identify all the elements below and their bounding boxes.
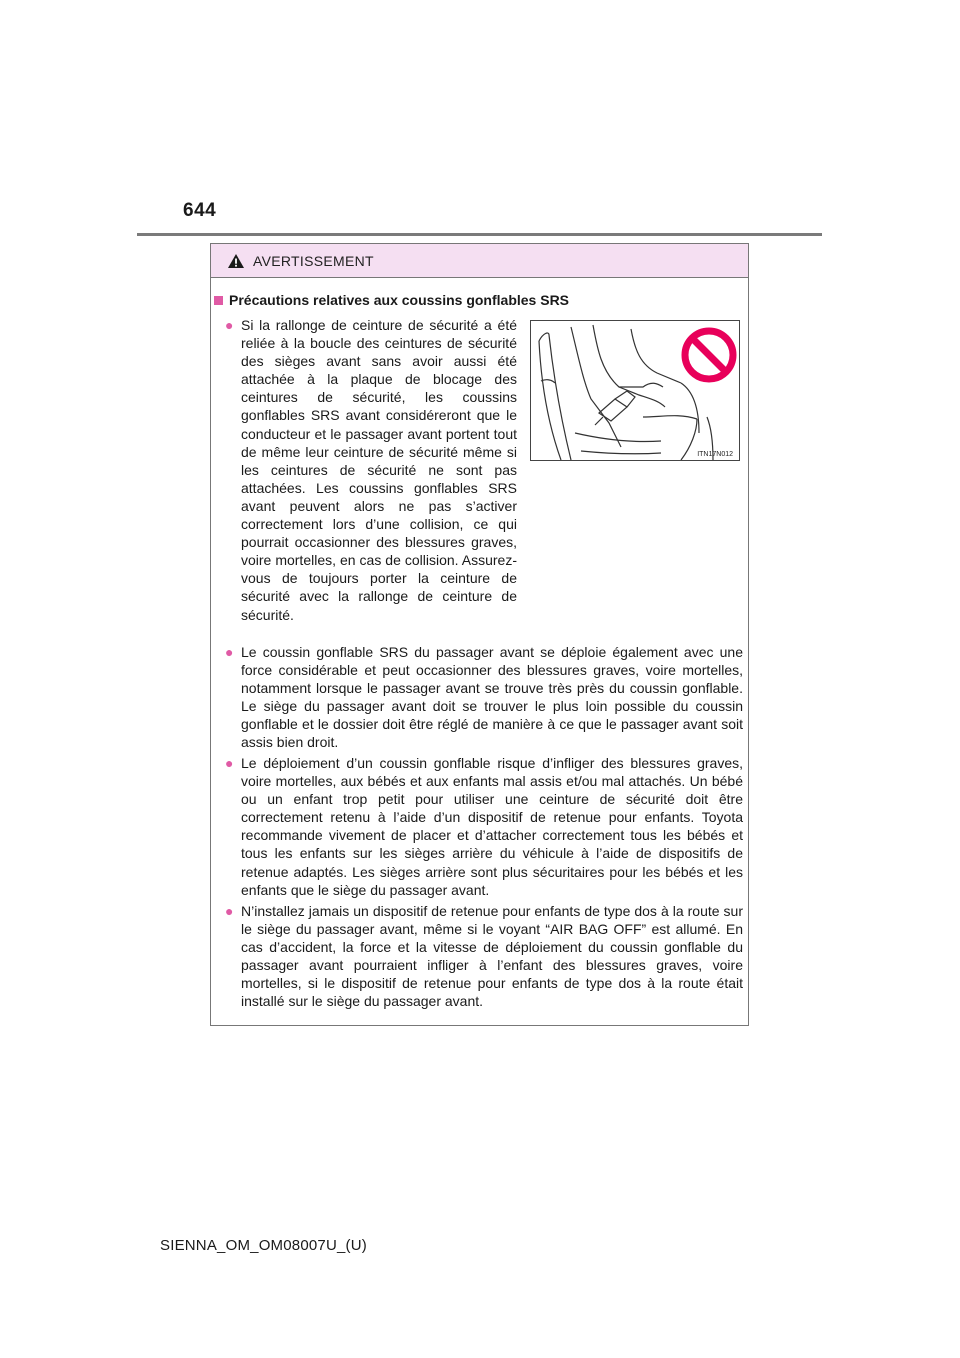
bullet-text: Le coussin gonflable SRS du passager avant se déploie également avec une force considérable et peut occasionner des blessures graves, voire mortelles, notamment lorsque le passager avant se trouve très près du coussin gonflable. Le siège du passager avant doit se trouver le plus loin possible du coussin gonflable et le dossier doit être réglé de manière à ce que le passager avant soit assis bien droit.: [241, 644, 743, 751]
page-number: 644: [183, 200, 217, 221]
warning-header: [211, 244, 748, 278]
section-heading: [213, 292, 569, 308]
bullet-dot-icon: ●: [225, 755, 234, 771]
seatbelt-illustration: [530, 320, 740, 461]
warning-box: [210, 243, 749, 1026]
warning-title: AVERTISSEMENT: [253, 252, 374, 269]
footer-doc-code: SIENNA_OM_OM08007U_(U): [160, 1237, 367, 1254]
bullet-item: [225, 643, 743, 752]
bullet-dot-icon: ●: [225, 903, 234, 919]
bullet-item: [225, 316, 517, 624]
warning-triangle-icon: [227, 253, 245, 269]
bullet-item: [225, 754, 743, 899]
bullet-item: [225, 902, 743, 1011]
square-bullet-icon: [214, 296, 223, 305]
bullet-text: Le déploiement d’un coussin gonflable risque d’infliger des blessures graves, voire mortelles, aux bébés et aux enfants mal assis et/ou mal attachés. Un bébé ou un enfant trop petit pour utiliser une ceinture de sécurité doit être correctement retenu à l’aide d’un dispositif de retenue pour enfants. Toyota recommande vivement de placer et d’attacher correctement tous les bébés et tous les enfants sur les sièges arrière du véhicule à l’aide de dispositifs de retenue adaptés. Les sièges arrière sont plus sécuritaires pour les bébés et les enfants que le siège du passager avant.: [241, 755, 743, 898]
bullet-dot-icon: ●: [225, 317, 234, 333]
prohibition-icon: [685, 331, 733, 379]
bullet-text: N’installez jamais un dispositif de retenue pour enfants de type dos à la route sur le siège du passager avant, même si le voyant “AIR BAG OFF” est allumé. En cas d’accident, la force et la vitesse de déploiement du coussin gonflable du passager avant pourraient infliger à l’enfant des blessures graves, voire mortelles, si le dispositif de retenue pour enfants de type dos à la route était installé sur le siège du passager avant.: [241, 903, 743, 1010]
header-rule: [137, 233, 822, 236]
bullet-dot-icon: ●: [225, 644, 234, 660]
illustration-code: ITN17N012: [697, 451, 733, 458]
bullet-text: Si la rallonge de ceinture de sécurité a été reliée à la boucle des ceintures de sécurité des sièges avant sans avoir aussi été attachée à la plaque de blocage des ceintures de sécurité, les coussins gonflables SRS avant considéreront que le conducteur et le passager avant portent tout de même leur ceinture de sécurité même si les ceintures de sécurité ne sont pas attachées. Les coussins gonflables SRS avant peuvent alors ne pas s’activer correctement lors d’une collision, ce qui pourrait occasionner des blessures graves, voire mortelles, en cas de collision. Assurez-vous de toujours porter la ceinture de sécurité avec la rallonge de ceinture de sécurité.: [241, 317, 517, 623]
section-heading-text: Précautions relatives aux coussins gonflables SRS: [229, 292, 570, 308]
